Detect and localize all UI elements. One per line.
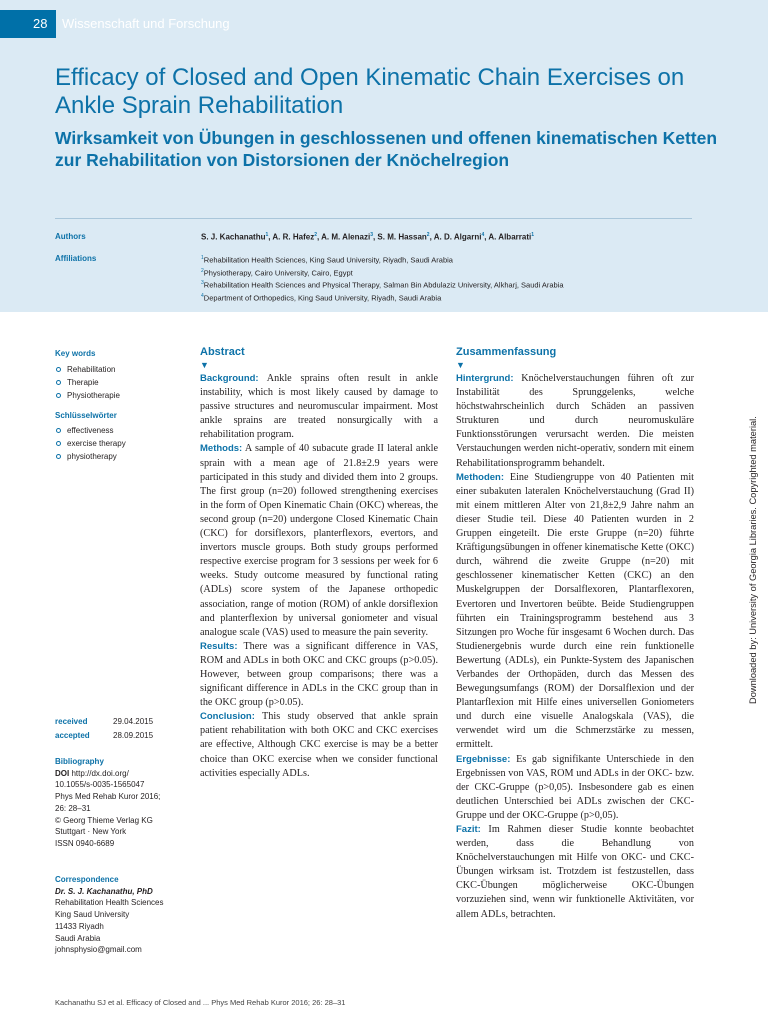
section-label: Wissenschaft und Forschung — [62, 16, 230, 31]
abstract-body — [200, 372, 438, 781]
abstract-paragraph: Results: There was a significant difference in VAS, ROM and ADLs in both OKC and CKC groups (p>0.05). However, between group comparisons; there was a significant difference in ADLs in the CKC group than in the OKC group (p>0.05). — [200, 640, 438, 709]
correspondence-label: Correspondence — [55, 875, 119, 884]
accepted-date: 28.09.2015 — [113, 731, 154, 740]
issn-line: ISSN 0940-6689 — [55, 838, 115, 848]
section-label: Fazit: — [456, 824, 481, 835]
page-number: 28 — [33, 16, 48, 31]
doi-value[interactable]: 10.1055/s-0035-1565047 — [55, 780, 145, 790]
author-affiliation-mark: 3 — [370, 232, 373, 238]
bibliography-block — [55, 756, 185, 850]
section-label: Methods: — [200, 443, 243, 455]
keyword-item: physiotherapy — [55, 450, 185, 463]
affiliation-item: $^2$Physiotherapy, Cairo University, Cairo, Egypt — [201, 267, 353, 277]
author-affiliation-mark: 4 — [481, 232, 485, 238]
section-label: Ergebnisse: — [456, 753, 511, 765]
keyword-item: Rehabilitation — [55, 363, 185, 376]
title-german: Wirksamkeit von Übungen in geschlossenen und offenen kinematischen Ketten zur Rehabilitation von Distorsionen der Knöchelregion — [55, 128, 718, 170]
bullet-icon — [56, 441, 61, 446]
affiliation-item: $^1$Rehabilitation Health Sciences, King Saud University, Riyadh, Saudi Arabia — [201, 255, 453, 265]
abstract-heading: Abstract — [200, 346, 245, 358]
triangle-marker-icon: ▼ — [456, 360, 465, 370]
received-date: 29.04.2015 — [113, 717, 154, 726]
correspondence-name: Dr. S. J. Kachanathu, PhD — [55, 886, 153, 896]
keywords-block — [55, 348, 185, 463]
zusammenfassung-body — [456, 372, 694, 922]
margin-note — [748, 352, 762, 704]
received-row — [55, 716, 185, 730]
authors-label: Authors — [55, 232, 86, 241]
accepted-label: accepted — [55, 731, 90, 740]
keyword-item: Therapie — [55, 376, 185, 389]
abstract-paragraph: Background: Ankle sprains often result in ankle instability, which is most likely caused by damage to passive structures and neuromuscular impairment. Most ankle sprains are treated nonsurgically with a rehabilitation program. — [200, 373, 438, 441]
section-label: Background: — [200, 373, 259, 384]
footer-citation: Kachanathu SJ et al. Efficacy of Closed and ... Phys Med Rehab Kuror 2016; 26: 28–31 — [55, 998, 346, 1007]
author-affiliation-mark: 1 — [265, 232, 269, 238]
author-affiliation-mark: 1 — [531, 232, 534, 238]
triangle-marker-icon: ▼ — [200, 360, 209, 370]
author-affiliation-mark: 2 — [314, 232, 317, 238]
affiliation-item: $^3$Rehabilitation Health Sciences and Physical Therapy, Salman Bin Abdulaziz University, Alkharj, Saudi Arabia — [201, 280, 564, 290]
keywords-label: Key words — [55, 349, 96, 358]
abstract-column — [200, 345, 438, 781]
affiliations-list — [201, 253, 564, 303]
dates-block — [55, 716, 185, 744]
section-label: Hintergrund: — [456, 373, 514, 384]
correspondence-line: 11433 Riyadh — [55, 921, 104, 931]
abstract-paragraph: Methods: A sample of 40 subacute grade II lateral ankle sprain with a mean age of 21.8±2.9 years were participated in this study and divided them into 2 groups. The first group (n=20) followed strengthening exercises in the form of Open Kinematic Chain (OKC) whereas, the second group (n=20) undergone Closed Kinematic Chain (CKC) for dorsiflexors, planterflexors, evertors, and invertors muscle groups. Both study groups performed respective exercise program for 3 sessions per week for 6 weeks. Study outcome measured by functional rating (ADLs) score system of the Japanese orthopedic association, range of motion (ROM) of ankle dorsiflexion and planterflexion by universal goniometer and visual analogue scale (VAS) used to measure the pain severity. — [200, 443, 438, 638]
bullet-icon — [56, 454, 61, 459]
doi-line — [55, 768, 185, 780]
author-name: A. D. Algarni — [433, 232, 482, 242]
keyword-item: effectiveness — [55, 424, 185, 437]
keyword-item: exercise therapy — [55, 437, 185, 450]
schluesselwoerter-label: Schlüsselwörter — [55, 410, 117, 420]
zusammenfassung-column — [456, 345, 694, 922]
bullet-icon — [56, 380, 61, 385]
citation-line: 26: 28–31 — [55, 803, 91, 813]
section-label: Methoden: — [456, 471, 505, 483]
bullet-icon — [56, 367, 61, 372]
abstract-paragraph: Ergebnisse: Es gab signifikante Unterschiede in den Ergebnissen von VAS, ROM und ADLs in der OKC- bzw. der CKC-Gruppe (p>0,05). Insbesondere gab es einen deutlichen Unterschied bei ADLs zwischen der CKC-Gruppe und der OKC-Gruppe (p>0,05). — [456, 753, 694, 821]
abstract-paragraph: Hintergrund: Knöchelverstauchungen führen oft zur Instabilität des Sprunggelenks, welche höchstwahrscheinlich durch Schäden an passiven Strukturen und durch neuromuskuläre Funktionsstörungen verursacht werden. Die meisten Verstauchungen werden nicht-operativ, sondern mit einem Rehabilitationsprogramm behandelt. — [456, 373, 694, 469]
page-number-box — [0, 10, 56, 38]
zusammenfassung-heading: Zusammenfassung — [456, 346, 557, 358]
publisher-line: © Georg Thieme Verlag KG — [55, 815, 153, 825]
authors-line: S. J. Kachanathu$^1$, A. R. Hafez$^2$, A. M. Alenazi$^3$, S. M. Hassan$^2$, A. D. Algarni$^4$, A. Albarrati$^1$ — [201, 232, 534, 242]
keywords-list — [55, 363, 185, 402]
accepted-row — [55, 730, 185, 744]
author-name: A. R. Hafez — [272, 232, 315, 242]
author-name: S. J. Kachanathu — [201, 232, 266, 242]
received-label: received — [55, 717, 88, 726]
correspondence-line: Rehabilitation Health Sciences — [55, 898, 164, 908]
affiliation-item: $^4$Department of Orthopedics, King Saud University, Riyadh, Saudi Arabia — [201, 292, 442, 302]
download-notice: Downloaded by: University of Georgia Libraries. Copyrighted material. — [748, 416, 758, 704]
title-english: Efficacy of Closed and Open Kinematic Chain Exercises on Ankle Sprain Rehabilitation — [55, 64, 685, 119]
bullet-icon — [56, 428, 61, 433]
section-label: Results: — [200, 640, 238, 652]
keyword-item: Physiotherapie — [55, 389, 185, 402]
abstract-paragraph: Fazit: Im Rahmen dieser Studie konnte beobachtet werden, dass die Behandlung von Knöchelverstauchungen mit Hilfe von OKC- und CKC-Übungen wirksam ist. Trotzdem ist festzustellen, dass CKC-Übungen möglicherweise OKC-Übungen vorzuziehen sind, wenn wir funktionelle Aktivitäten, vor allem ADLs, betrachten. — [456, 824, 694, 920]
affiliations-label: Affiliations — [55, 254, 97, 263]
correspondence-block — [55, 874, 185, 956]
divider-top — [55, 218, 692, 219]
author-affiliation-mark: 2 — [426, 232, 430, 238]
doi-label: DOI — [55, 768, 70, 778]
abstract-paragraph: Conclusion: This study observed that ankle sprain patient rehabilitation with both OKC and CKC exercises are effective, Although CKC exercise is may be a better choice than OKC exercise when we consider functional activities especially ADLs. — [200, 711, 438, 779]
publisher-line: Stuttgart · New York — [55, 827, 127, 837]
author-name: A. M. Alenazi — [321, 232, 371, 242]
correspondence-line: King Saud University — [55, 910, 130, 920]
bullet-icon — [56, 393, 61, 398]
correspondence-email[interactable]: johnsphysio@gmail.com — [55, 945, 142, 955]
author-name: S. M. Hassan — [377, 232, 427, 242]
correspondence-line: Saudi Arabia — [55, 933, 101, 943]
abstract-paragraph: Methoden: Eine Studiengruppe von 40 Patienten mit einer subakuten lateralen Knöchelverstauchung (Grad II) mit einem mittleren Alter von 21,8±2,9 Jahre nahm an dieser Studie teil. Diese 40 Patienten wurden in 2 Gruppen eingeteilt. Die erste Gruppe (n=20) führte Kräftigungsübungen in offener kinematische Kette (OKC) durch, während die zweite Gruppe (n=20) mit geschlossener kinematischer Ketten (CKC) an den Muskelgruppen der Dorsalflexoren, Plantarflexoren, Evertoren und Invertoren beübte. Beide Studiengruppen führten ein Trainingsprogramm bestehend aus 3 Sitzungen pro Woche für insgesamt 6 Wochen durch. Das Studienergebnis wurde durch eine rein funktionelle Bewertung (ADLs), ein Punkte-System des Japanischen Verbandes der Orthopäden, durch das Messen des Bewegungsumfangs (ROM) der Dorsalflexion und der Plantarflexion mit Hilfe eines universellen Goniometers und durch eine visuelle Analogskala (VAS), die verwendet wird um die Schmerzstärke zu messen, ermittelt. — [456, 471, 694, 751]
citation-line: Phys Med Rehab Kuror 2016; — [55, 792, 161, 802]
schluesselwoerter-list — [55, 424, 185, 463]
doi-link[interactable]: http://dx.doi.org/ — [71, 768, 129, 778]
bibliography-label: Bibliography — [55, 757, 104, 766]
section-label: Conclusion: — [200, 711, 255, 723]
author-name: A. Albarrati — [488, 232, 532, 242]
